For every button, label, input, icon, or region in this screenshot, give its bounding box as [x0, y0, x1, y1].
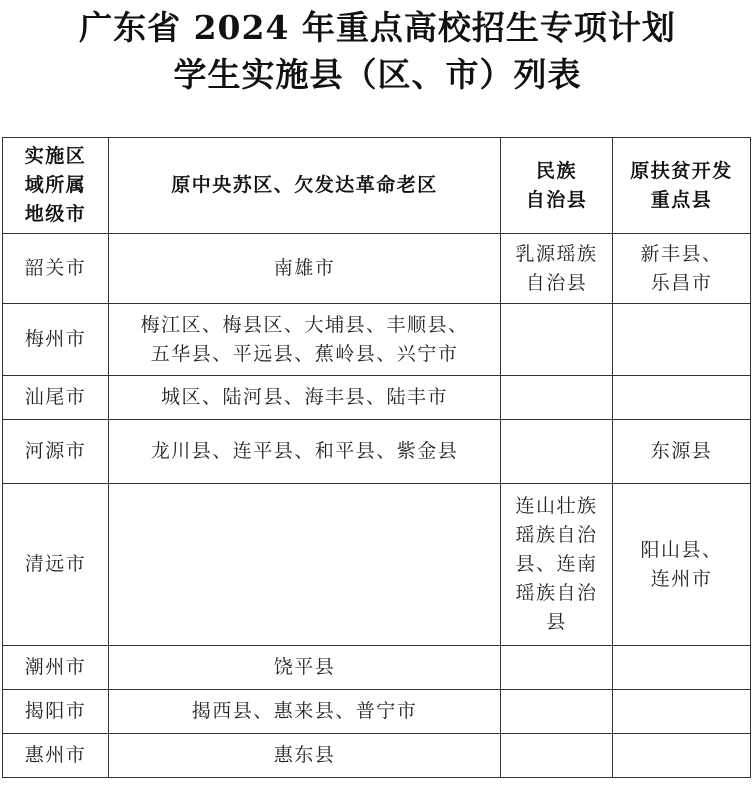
- cell-revolutionary: 揭西县、惠来县、普宁市: [109, 690, 501, 734]
- cell-city: 揭阳市: [3, 690, 109, 734]
- cell-revolutionary: 饶平县: [109, 646, 501, 690]
- cell-poverty: [613, 376, 751, 420]
- table-row: [3, 734, 751, 778]
- header-city: 实施区 域所属 地级市: [3, 138, 109, 234]
- cell-ethnic: 连山壮族 瑶族自治 县、连南 瑶族自治 县: [501, 484, 613, 646]
- cell-poverty: [613, 304, 751, 376]
- cell-revolutionary: [109, 484, 501, 646]
- cell-city: 韶关市: [3, 234, 109, 304]
- cell-poverty: [613, 646, 751, 690]
- header-ethnic-autonomous: 民族 自治县: [501, 138, 613, 234]
- table-row: [3, 376, 751, 420]
- cell-revolutionary: 城区、陆河县、海丰县、陆丰市: [109, 376, 501, 420]
- cell-revolutionary: 龙川县、连平县、和平县、紫金县: [109, 420, 501, 484]
- table-row: [3, 304, 751, 376]
- page-title-line-2: 学生实施县（区、市）列表: [173, 55, 582, 94]
- cell-revolutionary: 惠东县: [109, 734, 501, 778]
- page-title-block: [0, 4, 755, 98]
- cell-poverty: [613, 734, 751, 778]
- cell-poverty: [613, 690, 751, 734]
- cell-city: 惠州市: [3, 734, 109, 778]
- table-row: [3, 690, 751, 734]
- cell-city: 汕尾市: [3, 376, 109, 420]
- cell-ethnic: [501, 734, 613, 778]
- cell-city: 梅州市: [3, 304, 109, 376]
- cell-ethnic: [501, 646, 613, 690]
- cell-ethnic: [501, 376, 613, 420]
- header-poverty-counties: 原扶贫开发 重点县: [613, 138, 751, 234]
- header-revolutionary-areas: 原中央苏区、欠发达革命老区: [109, 138, 501, 234]
- cell-poverty: 阳山县、 连州市: [613, 484, 751, 646]
- page-title-line-1: 广东省 2024 年重点高校招生专项计划: [79, 8, 676, 47]
- table-row: [3, 234, 751, 304]
- cell-poverty: 新丰县、 乐昌市: [613, 234, 751, 304]
- cell-ethnic: [501, 304, 613, 376]
- cell-revolutionary: 南雄市: [109, 234, 501, 304]
- table-row: [3, 484, 751, 646]
- cell-ethnic: 乳源瑶族 自治县: [501, 234, 613, 304]
- cell-ethnic: [501, 420, 613, 484]
- cell-revolutionary: 梅江区、梅县区、大埔县、丰顺县、 五华县、平远县、蕉岭县、兴宁市: [109, 304, 501, 376]
- table-row: [3, 646, 751, 690]
- cell-city: 潮州市: [3, 646, 109, 690]
- cell-ethnic: [501, 690, 613, 734]
- table-header-row: [3, 138, 751, 234]
- table-row: [3, 420, 751, 484]
- cell-city: 清远市: [3, 484, 109, 646]
- county-list-table: [2, 137, 751, 778]
- cell-poverty: 东源县: [613, 420, 751, 484]
- cell-city: 河源市: [3, 420, 109, 484]
